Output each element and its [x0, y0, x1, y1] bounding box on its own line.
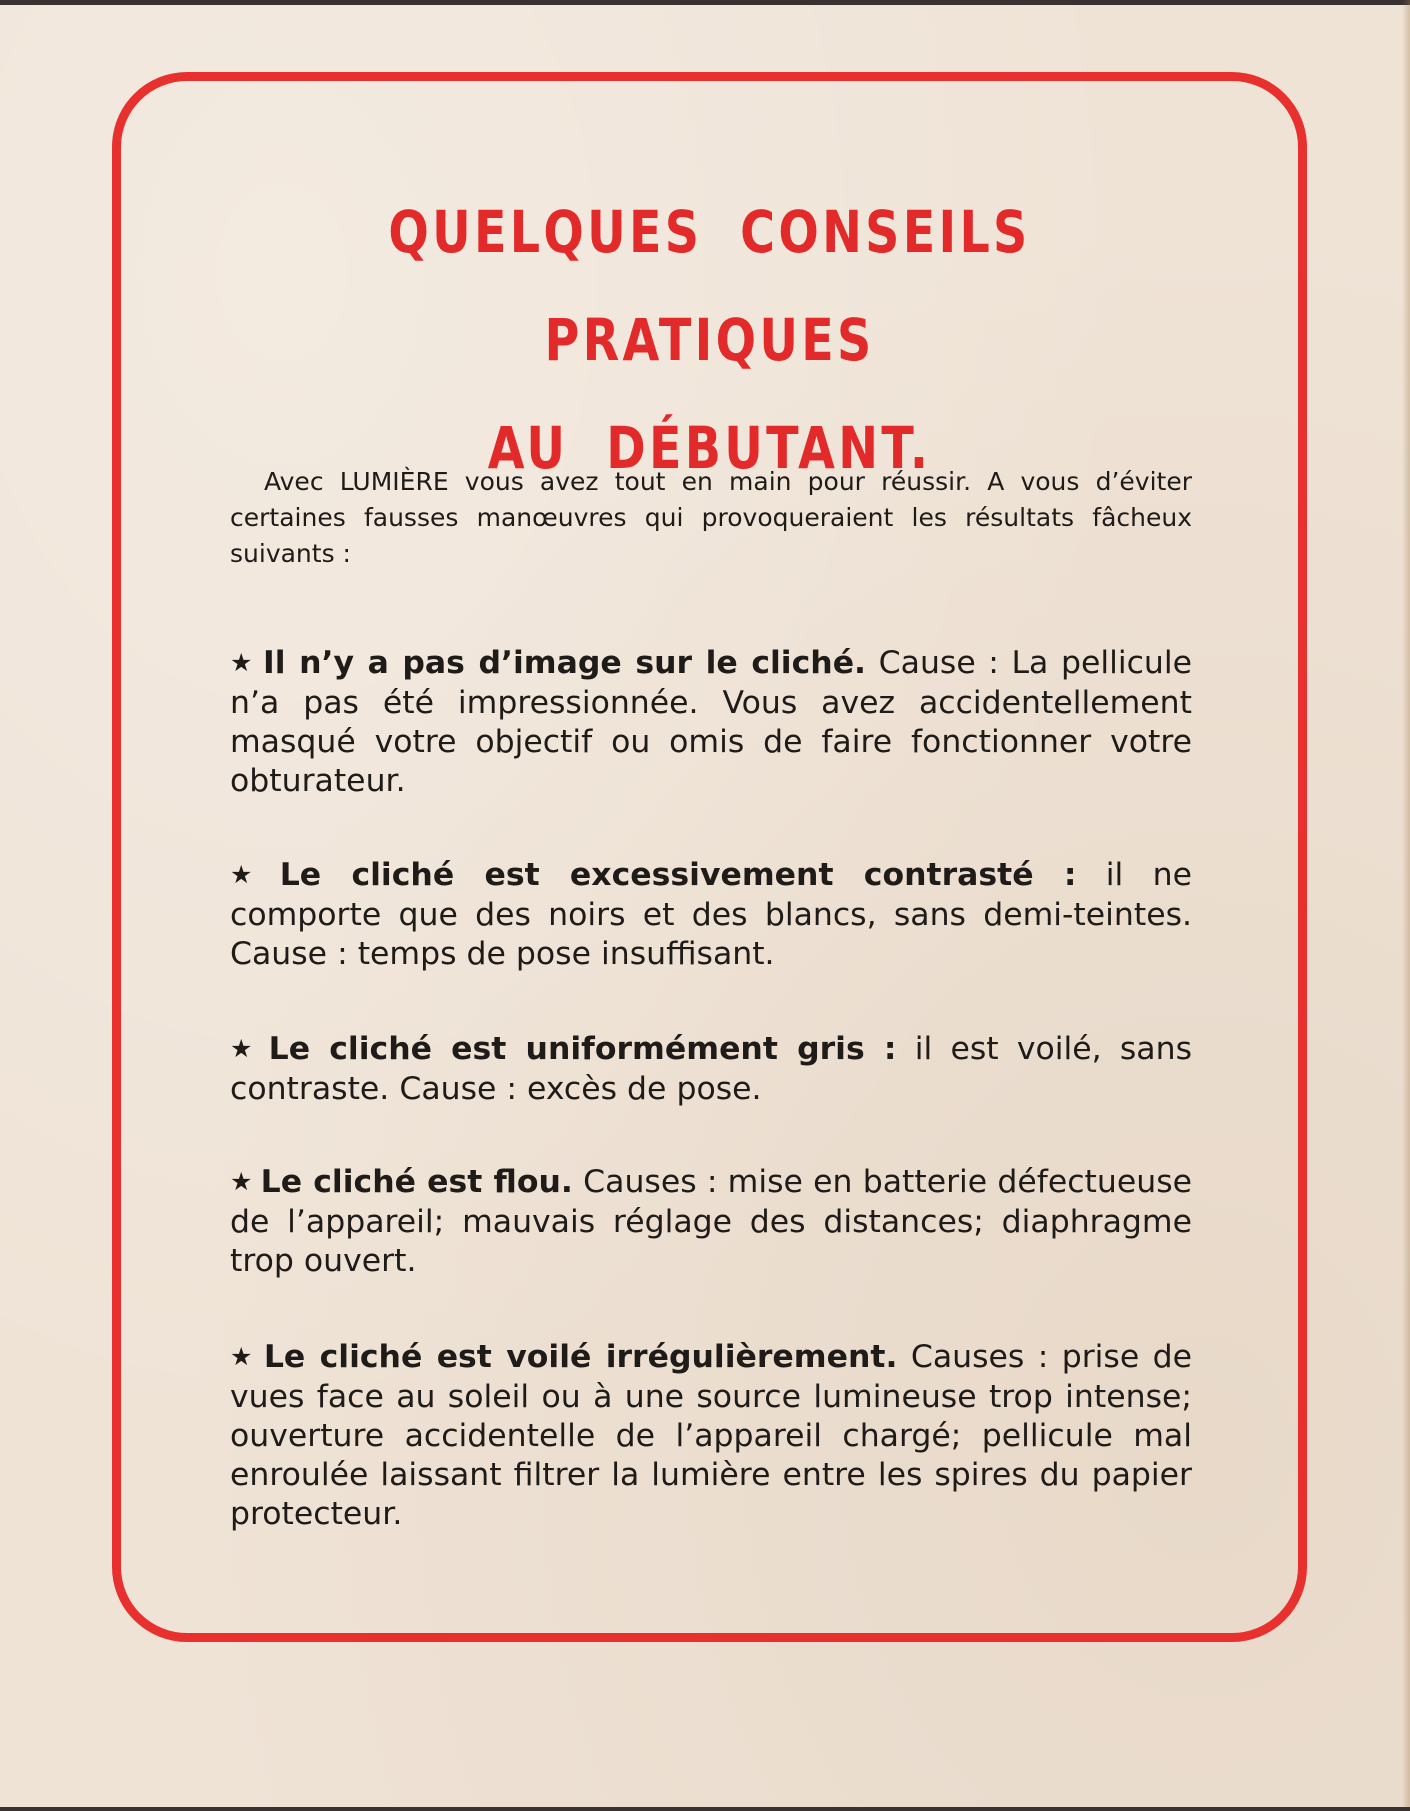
- page-right-edge: [1402, 0, 1410, 1811]
- star-icon: ★: [230, 648, 256, 677]
- advice-text: Causes : prise de vues face au soleil ou à une source lumineuse trop intense; ouverture accidentelle de l’appareil chargé; pellicule mal enroulée laissant filtrer la lumière entre les spires du papier protecteur.: [230, 1339, 1192, 1532]
- advice-item-blur: [230, 1163, 1192, 1281]
- star-icon: ★: [230, 1342, 256, 1371]
- star-icon: ★: [230, 1034, 261, 1063]
- page-bottom-edge: [0, 1807, 1410, 1811]
- intro-paragraph: Avec LUMIÈRE vous avez tout en main pour réussir. A vous d’éviter certaines fausses manœuvres qui provoqueraient les résultats fâcheux suivants :: [230, 467, 1192, 568]
- advice-lead: Il n’y a pas d’image sur le cliché.: [263, 645, 867, 681]
- advice-item-grey: [230, 1030, 1192, 1109]
- advice-lead: Le cliché est voilé irrégulièrement.: [263, 1339, 898, 1375]
- advice-lead: Le cliché est flou.: [260, 1164, 573, 1200]
- page-top-edge: [0, 0, 1410, 5]
- advice-text: Cause : La pellicule n’a pas été impressionnée. Vous avez accidentellement masqué votre objectif ou omis de faire fonctionner votre obturateur.: [230, 645, 1193, 799]
- advice-text: il est voilé, sans contraste. Cause : excès de pose.: [230, 1031, 1192, 1107]
- star-icon: ★: [230, 860, 272, 889]
- title-line-1: QUELQUES CONSEILS PRATIQUES: [388, 198, 1031, 374]
- advice-item-contrast: [230, 856, 1192, 974]
- star-icon: ★: [230, 1167, 253, 1196]
- page-title: [220, 178, 1200, 502]
- advice-item-fog: [230, 1338, 1192, 1534]
- advice-lead: Le cliché est uniformément gris :: [268, 1031, 897, 1067]
- advice-text: il ne comporte que des noirs et des blancs, sans demi-teintes. Cause : temps de pose insuffisant.: [230, 857, 1192, 972]
- advice-item-no-image: [230, 644, 1192, 801]
- advice-lead: Le cliché est excessivement contrasté :: [279, 857, 1077, 893]
- advice-text: Causes : mise en batterie défectueuse de l’appareil; mauvais réglage des distances; diaphragme trop ouvert.: [230, 1164, 1193, 1279]
- title-line-2: AU DÉBUTANT.: [487, 414, 932, 482]
